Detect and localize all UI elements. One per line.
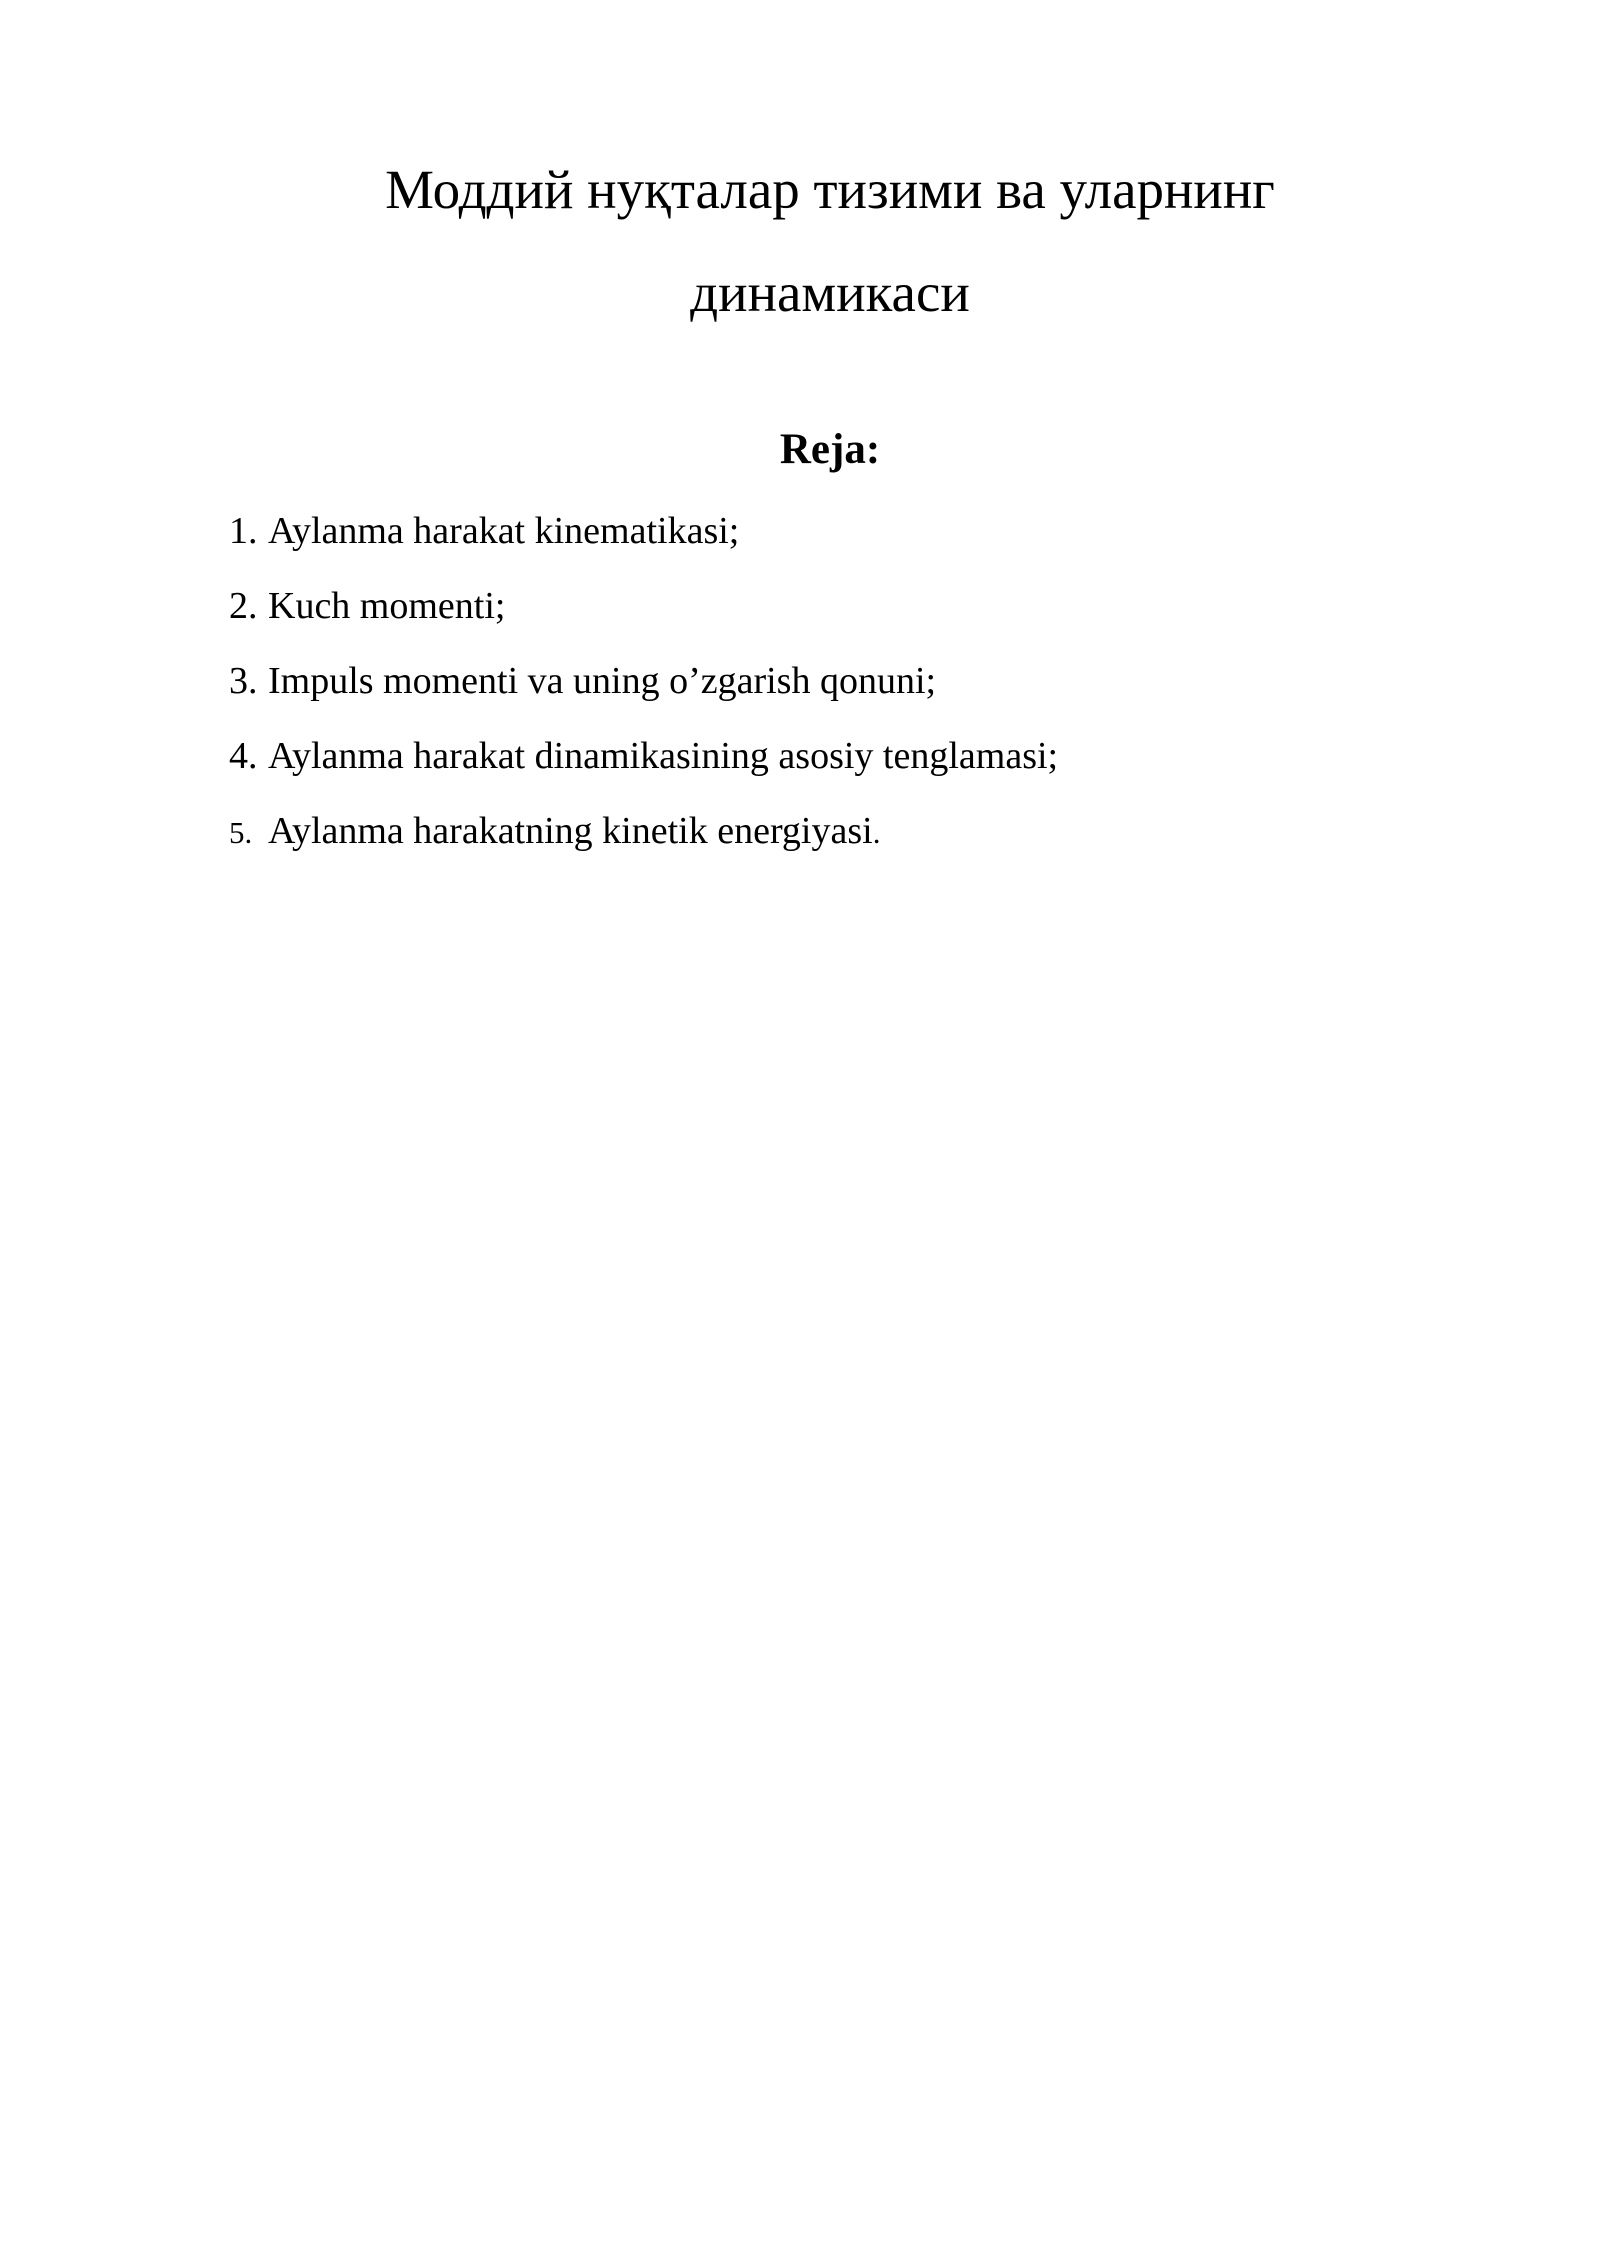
plan-item-5 [229,803,1058,878]
plan-item-text: Kuch momenti; [268,585,506,627]
plan-item-1 [229,503,1058,578]
page-title-line-1: Моддий нуқталар тизими ва уларнинг [385,159,1275,220]
plan-item-text: Impuls momenti va uning o’zgarish qonuni; [268,660,937,702]
plan-item-text-wrapper [268,803,880,861]
plan-item-text: Aylanma harakatning kinetik energiyasi [268,810,873,852]
plan-item-text: Aylanma harakat dinamikasining asosiy tenglamasi; [268,735,1059,777]
plan-heading: Reja: [779,426,881,473]
plan-list [229,503,1058,878]
plan-item-3 [229,653,1058,728]
plan-item-period: . [872,815,881,850]
plan-item-number: 4. [229,735,258,777]
plan-item-4 [229,728,1058,803]
page-title-line-2: динамикаси [690,262,970,323]
plan-item-text: Aylanma harakat kinematikasi; [268,510,740,552]
plan-item-number: 1. [229,510,258,552]
plan-item-number: 3. [229,660,258,702]
plan-item-2 [229,578,1058,653]
plan-item-number: 2. [229,585,258,627]
plan-item-number: 5. [229,815,253,850]
